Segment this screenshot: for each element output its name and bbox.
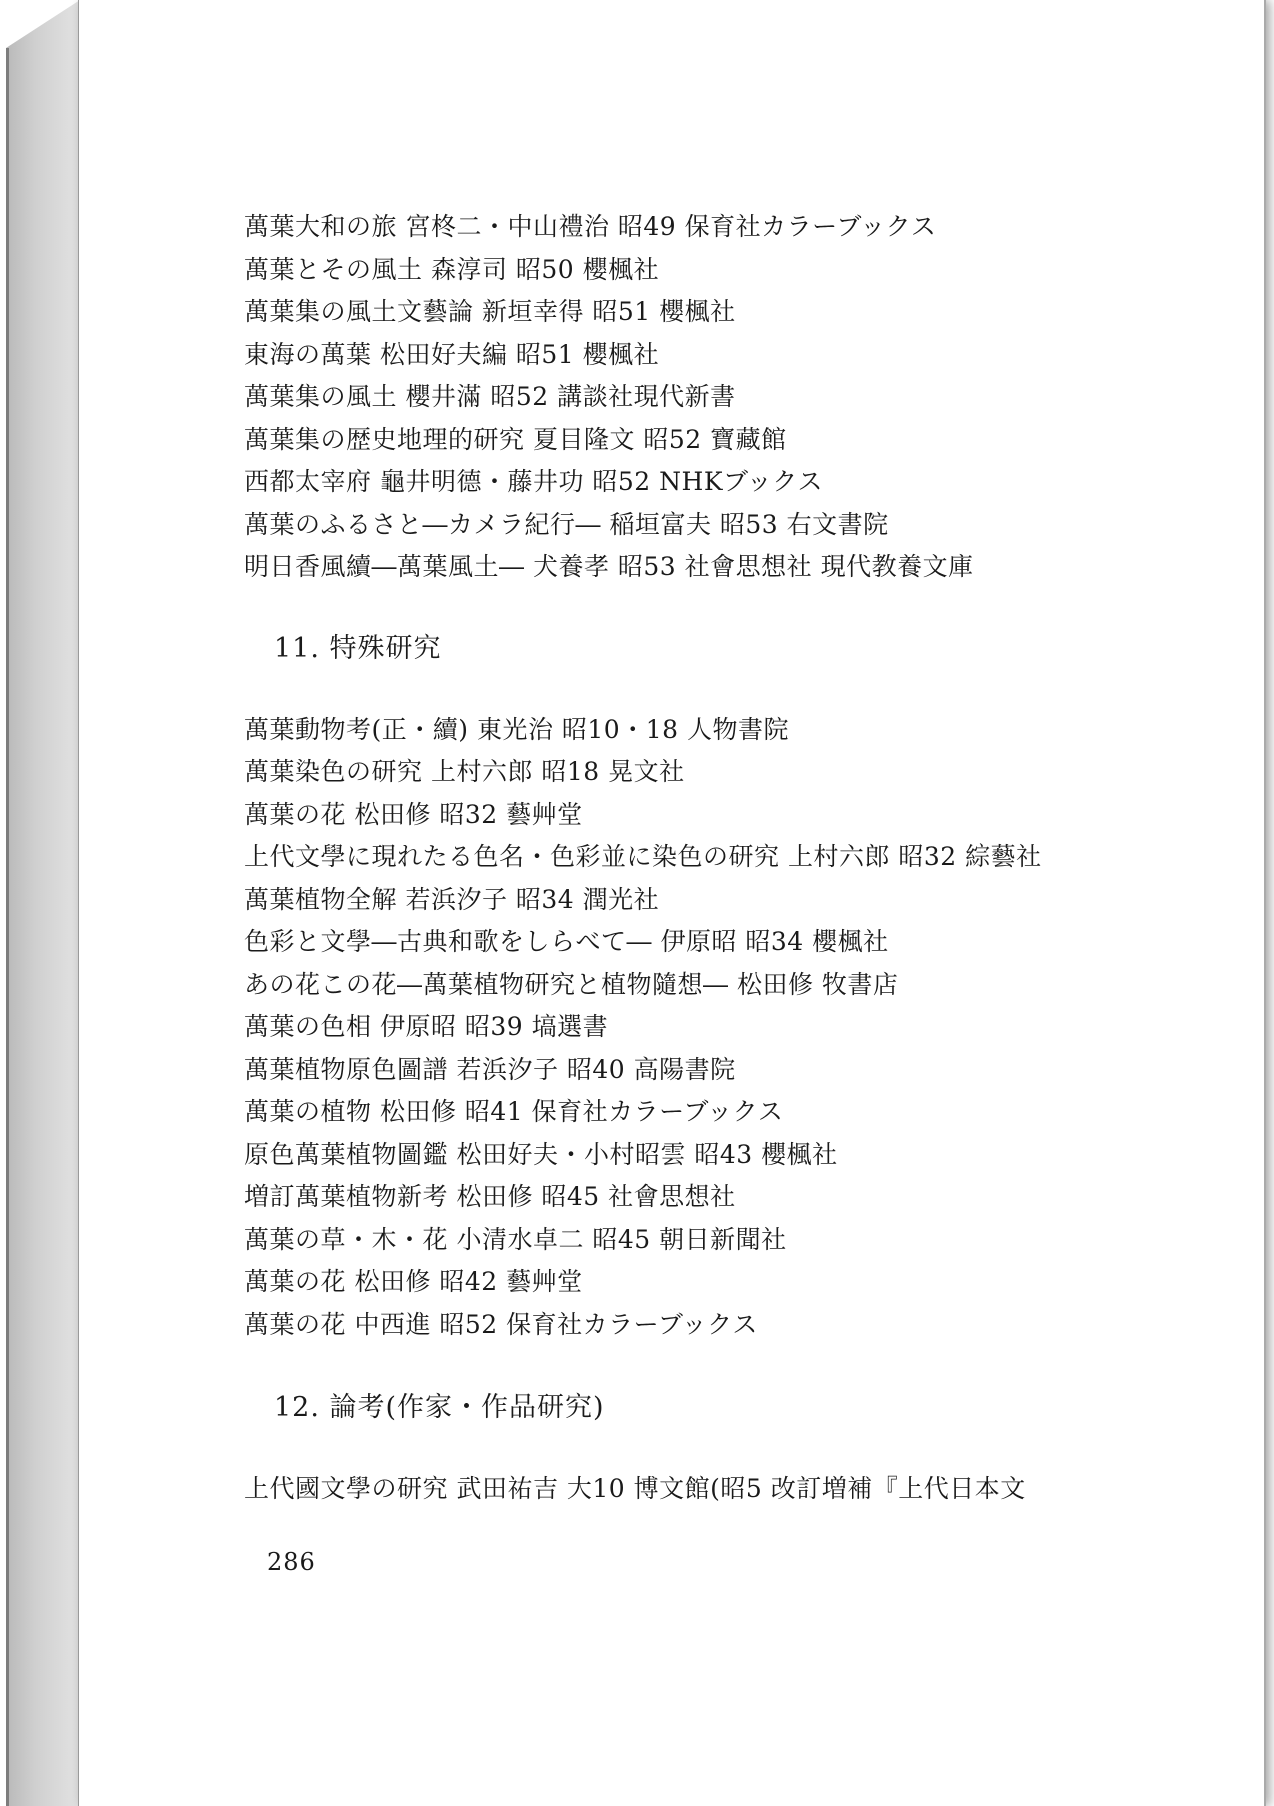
bibliography-entry: 東海の萬葉 松田好夫編 昭51 櫻楓社 <box>244 339 660 369</box>
section-11-heading: 11. 特殊研究 <box>274 632 442 664</box>
section-12-heading: 12. 論考(作家・作品研究) <box>274 1392 605 1423</box>
bibliography-entry: 萬葉とその風土 森淳司 昭50 櫻楓社 <box>244 254 660 284</box>
bibliography-entry: 明日香風續―萬葉風土― 犬養孝 昭53 社會思想社 現代教養文庫 <box>244 552 974 581</box>
bibliography-entry: 萬葉の花 松田修 昭42 藝艸堂 <box>244 1267 583 1296</box>
bibliography-entry: 萬葉の草・木・花 小清水卓二 昭45 朝日新聞社 <box>244 1224 787 1254</box>
bibliography-entry: 萬葉植物全解 若浜汐子 昭34 潤光社 <box>244 884 660 914</box>
bibliography-entry: 上代國文學の研究 武田祐吉 大10 博文館(昭5 改訂増補『上代日本文 <box>244 1474 1026 1503</box>
bibliography-entry: 原色萬葉植物圖鑑 松田好夫・小村昭雲 昭43 櫻楓社 <box>244 1139 838 1169</box>
page-number: 286 <box>267 1548 316 1576</box>
section-11-list <box>244 709 1174 1347</box>
bibliography-entry: 萬葉の花 松田修 昭32 藝艸堂 <box>244 799 583 829</box>
bibliography-entry: あの花この花―萬葉植物研究と植物隨想― 松田修 牧書店 <box>244 969 899 999</box>
bibliography-entry: 萬葉のふるさと―カメラ紀行― 稲垣富夫 昭53 右文書院 <box>244 509 889 539</box>
bibliography-entry: 萬葉動物考(正・續) 東光治 昭10・18 人物書院 <box>244 714 789 744</box>
book-spine-edge <box>6 48 9 1806</box>
bibliography-entry: 西都太宰府 龜井明德・藤井功 昭52 NHKブックス <box>244 467 824 496</box>
book-page <box>78 0 1266 1806</box>
bibliography-entry: 増訂萬葉植物新考 松田修 昭45 社會思想社 <box>244 1182 736 1211</box>
bibliography-entry: 萬葉の植物 松田修 昭41 保育社カラーブックス <box>244 1097 784 1126</box>
bibliography-entry: 萬葉集の風土 櫻井滿 昭52 講談社現代新書 <box>244 382 736 411</box>
bibliography-entry: 萬葉の花 中西進 昭52 保育社カラーブックス <box>244 1309 758 1339</box>
bibliography-entry: 萬葉集の歴史地理的研究 夏目隆文 昭52 寶藏館 <box>244 424 787 454</box>
bibliography-entry: 上代文學に現れたる色名・色彩並に染色の研究 上村六郎 昭32 綜藝社 <box>244 842 1042 871</box>
section-10-list <box>244 206 1174 589</box>
bibliography-entry: 萬葉植物原色圖譜 若浜汐子 昭40 高陽書院 <box>244 1054 736 1084</box>
bibliography-entry: 萬葉大和の旅 宮柊二・中山禮治 昭49 保育社カラーブックス <box>244 212 937 241</box>
section-12-list <box>244 1468 1174 1511</box>
book-spine <box>6 0 80 1806</box>
bibliography-entry: 萬葉の色相 伊原昭 昭39 塙選書 <box>244 1012 609 1041</box>
bibliography-entry: 色彩と文學―古典和歌をしらべて― 伊原昭 昭34 櫻楓社 <box>244 927 889 956</box>
bibliography-entry: 萬葉集の風土文藝論 新垣幸得 昭51 櫻楓社 <box>244 297 736 326</box>
page-content <box>244 206 1174 1511</box>
bibliography-entry: 萬葉染色の研究 上村六郎 昭18 晃文社 <box>244 757 685 786</box>
